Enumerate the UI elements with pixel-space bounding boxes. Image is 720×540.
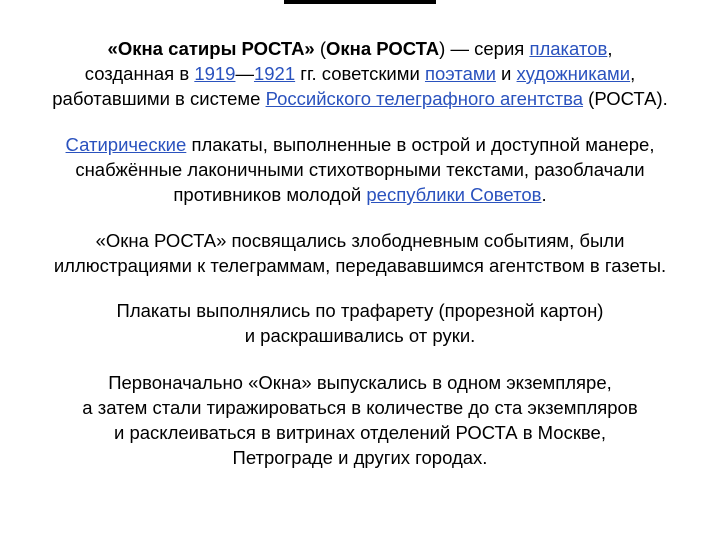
satire-line-3 [0,182,720,207]
text: ( [314,38,327,59]
text: . [541,184,547,205]
text: , [607,38,613,59]
link-agency[interactable]: Российского телеграфного агентства [265,88,584,109]
top-rule [284,0,436,4]
intro-line-1 [0,36,720,61]
paragraph-intro [0,36,720,111]
intro-line-2 [0,61,720,86]
text: плакаты, выполненные в острой и доступной манере, [186,134,655,155]
text: и [495,63,517,84]
satire-line-2: снабжённые лаконичными стихотворными текстами, разоблачали [75,159,645,180]
text: работавшими в системе [52,88,266,109]
text: (РОСТА). [583,88,668,109]
text: противников молодой [173,184,367,205]
link-plakaty[interactable]: плакатов [529,38,608,59]
intro-line-3 [0,86,720,111]
title-full: «Окна сатиры РОСТА» [107,38,315,59]
copies-line-1: Первоначально «Окна» выпускались в одном экземпляре, [108,372,612,393]
text: , [630,63,636,84]
link-1919[interactable]: 1919 [194,63,236,84]
link-khudozhniki[interactable]: художниками [516,63,631,84]
copies-line-4: Петрограде и других городах. [232,447,488,468]
link-republic[interactable]: республики Советов [366,184,542,205]
paragraph-stencil [0,298,720,348]
text: созданная в [84,63,195,84]
paragraph-copies [0,370,720,470]
copies-line-3: и расклеиваться в витринах отделений РОСТА в Москве, [114,422,606,443]
stencil-line-1: Плакаты выполнялись по трафарету (прорезной картон) [116,300,604,321]
paragraph-satire [0,132,720,207]
link-poety[interactable]: поэтами [424,63,496,84]
link-1921[interactable]: 1921 [253,63,296,84]
copies-line-2: а затем стали тиражироваться в количестве до ста экземпляров [82,397,638,418]
text: ) — серия [439,38,530,59]
events-line-2: иллюстрациями к телеграммам, передававшимся агентством в газеты. [53,255,667,276]
text: — [235,63,254,84]
paragraph-events [0,228,720,278]
events-line-1: «Окна РОСТА» посвящались злободневным событиям, были [95,230,625,251]
text: гг. советскими [295,63,425,84]
satire-line-1 [0,132,720,157]
link-satire[interactable]: Сатирические [65,134,187,155]
title-short: Окна РОСТА [326,38,440,59]
stencil-line-2: и раскрашивались от руки. [244,325,476,346]
